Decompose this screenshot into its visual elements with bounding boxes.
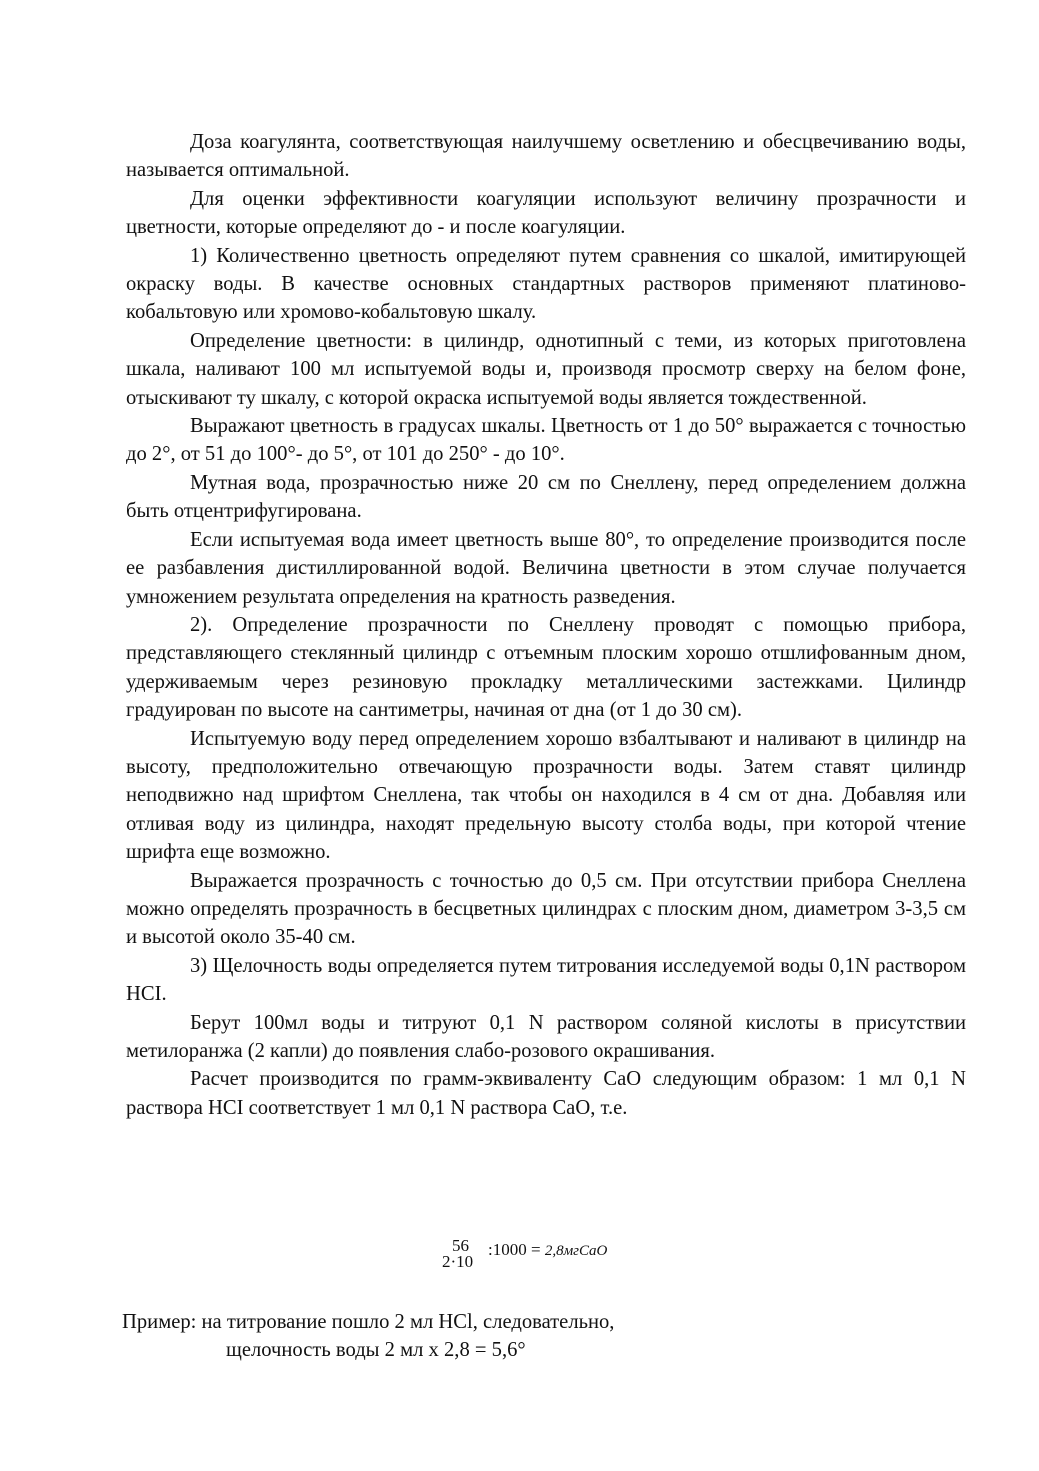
example-line: щелочность воды 2 мл х 2,8 = 5,6°: [226, 1339, 526, 1362]
paragraph: Выражают цветность в градусах шкалы. Цветность от 1 до 50° выражается с точностью до 2°, от 51 до 100°- до 5°, от 101 до 250° - до 10°.: [126, 415, 966, 466]
paragraph: Испытуемую воду перед определением хорошо взбалтывают и наливают в цилиндр на высоту, предположительно отвечающую прозрачности воды. Затем ставят цилиндр неподвижно над шрифтом Снеллена, так чтобы он находился в 4 см от дна. Добавляя или отливая воду из цилиндра, находят предельную высоту столба воды, при которой чтение шрифта еще возможно.: [126, 727, 966, 864]
paragraph: 3) Щелочность воды определяется путем титрования исследуемой воды 0,1N раствором HCI.: [126, 954, 966, 1006]
paragraph: 1) Количественно цветность определяют путем сравнения со шкалой, имитирующей окраску воды. В качестве основных стандартных растворов применяют платиново-кобальтовую или хромово-кобальтовую шкалу.: [126, 244, 966, 324]
formula-result: 2,8мгCaO: [544, 1243, 608, 1259]
example-line: Пример: на титрование пошло 2 мл HCl, следовательно,: [122, 1311, 615, 1333]
paragraph: Для оценки эффективности коагуляции используют величину прозрачности и цветности, которые определяют до - и после коагуляции.: [126, 187, 966, 239]
formula-denominator: 2·10: [442, 1252, 474, 1271]
paragraph: Доза коагулянта, соответствующая наилучшему осветлению и обесцвечиванию воды, называется оптимальной.: [126, 131, 966, 182]
example-block: [122, 1308, 882, 1365]
formula: [442, 1236, 682, 1280]
formula-rest: [488, 1240, 607, 1260]
paragraph: Выражается прозрачность с точностью до 0,5 см. При отсутствии прибора Снеллена можно определять прозрачность в бесцветных цилиндрах с плоским дном, диаметром 3-3,5 см и высотой около 35-40 см.: [126, 869, 966, 949]
paragraph: Определение цветности: в цилиндр, однотипный с теми, из которых приготовлена шкала, наливают 100 мл испытуемой воды и, производя просмотр сверху на белом фоне, отыскивают ту шкалу, с которой окраска испытуемой воды является тождественной.: [126, 329, 966, 409]
paragraph: Расчет производится по грамм-эквиваленту CaO следующим образом: 1 мл 0,1 N раствора HCI соответствует 1 мл 0,1 N раствора CaO, т.е.: [126, 1068, 966, 1119]
paragraph: 2). Определение прозрачности по Снеллену проводят с помощью прибора, представляющего стеклянный цилиндр с отъемным плоским хорошо отшлифованным дном, удерживаемым через резиновую прокладку металлическими застежками. Цилиндр градуирован по высоте на сантиметры, начиная от дна (от 1 до 30 см).: [126, 613, 966, 722]
paragraph: Берут 100мл воды и титруют 0,1 N раствором соляной кислоты в присутствии метилоранжа (2 капли) до появления слабо-розового окрашивания.: [126, 1011, 966, 1062]
paragraph: Если испытуемая вода имеет цветность выше 80°, то определение производится после ее разбавления дистиллированной водой. Величина цветности в этом случае получается умножением результата определения на кратность разведения.: [126, 528, 966, 608]
body-text: [126, 128, 966, 1122]
formula-numerator: 56: [452, 1236, 469, 1255]
paragraph: Мутная вода, прозрачностью ниже 20 см по Снеллену, перед определением должна быть отцентрифугирована.: [126, 471, 966, 523]
formula-operation: :1000 =: [488, 1240, 541, 1259]
